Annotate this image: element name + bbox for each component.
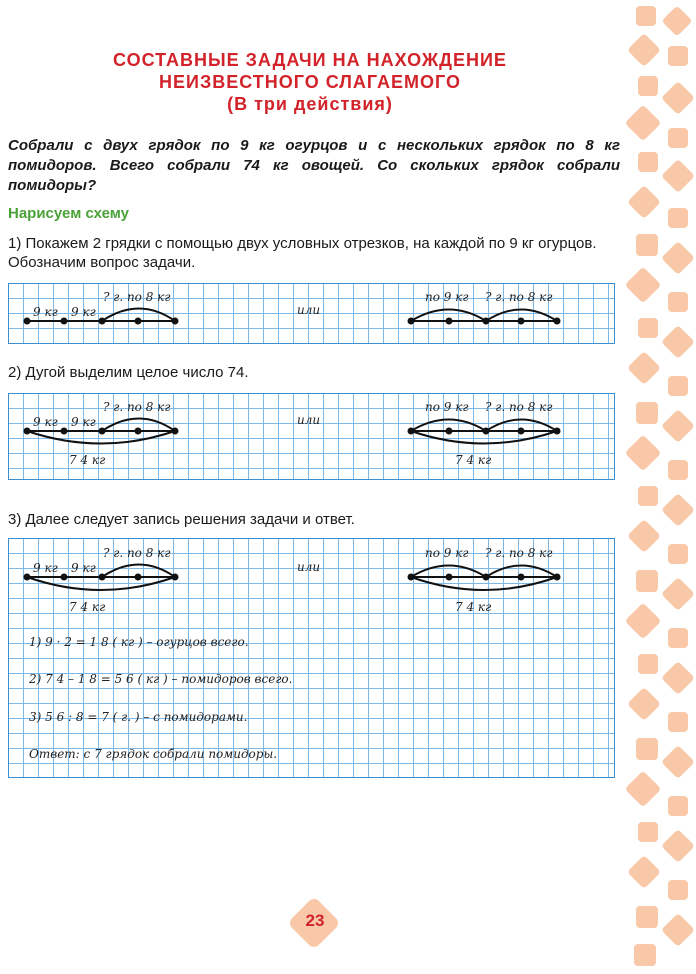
label-total-alt: 7 4 кг xyxy=(455,453,492,467)
label-seg-1: 9 кг xyxy=(33,415,58,429)
title-line-3: (В три действия) xyxy=(227,94,393,114)
label-or: или xyxy=(297,413,321,427)
step-3-text: 3) Далее следует запись решения задачи и ответ. xyxy=(8,511,355,528)
label-alt-left: по 9 кг xyxy=(425,400,469,414)
label-alt-left: по 9 кг xyxy=(425,546,469,560)
label-or: или xyxy=(297,303,321,317)
step-2-text: 2) Дугой выделим целое число 74. xyxy=(8,364,249,381)
solution-answer: Ответ: с 7 грядок собрали помидоры. xyxy=(29,747,278,761)
solution-line-3: 3) 5 6 : 8 = 7 ( г. ) – с помидорами. xyxy=(29,710,248,724)
label-question: ? г. по 8 кг xyxy=(103,546,171,560)
label-seg-1: 9 кг xyxy=(33,305,58,319)
label-alt-left: по 9 кг xyxy=(425,290,469,304)
label-seg-2: 9 кг xyxy=(71,415,96,429)
label-total: 7 4 кг xyxy=(69,600,106,614)
subheading: Нарисуем схему xyxy=(8,205,129,222)
solution-line-1: 1) 9 · 2 = 1 8 ( кг ) – огурцов всего. xyxy=(29,635,249,649)
label-seg-2: 9 кг xyxy=(71,305,96,319)
label-question: ? г. по 8 кг xyxy=(103,400,171,414)
label-alt-right: ? г. по 8 кг xyxy=(485,546,553,560)
label-or: или xyxy=(297,560,321,574)
label-total: 7 4 кг xyxy=(69,453,106,467)
page-number: 23 xyxy=(305,911,325,930)
label-seg-1: 9 кг xyxy=(33,561,58,575)
label-question: ? г. по 8 кг xyxy=(103,290,171,304)
label-total-alt: 7 4 кг xyxy=(455,600,492,614)
step-1-text: 1) Покажем 2 грядки с помощью двух условных отрезков, на каждой по 9 кг огурцов. Обозначим вопрос задачи. xyxy=(8,235,597,271)
decorative-border xyxy=(622,0,696,974)
title-line-1: СОСТАВНЫЕ ЗАДАЧИ НА НАХОЖДЕНИЕ xyxy=(113,50,507,70)
label-alt-right: ? г. по 8 кг xyxy=(485,290,553,304)
solution-line-2: 2) 7 4 – 1 8 = 5 6 ( кг ) – помидоров всего. xyxy=(29,672,293,686)
diagram-grid-2 xyxy=(8,393,615,480)
page-number-badge xyxy=(289,898,341,950)
problem-text: Собрали с двух грядок по 9 кг огурцов и с нескольких грядок по 8 кг помидоров. Всего собрали 74 кг овощей. Со скольких грядок собрали помидоры? xyxy=(8,137,620,194)
title-line-2: НЕИЗВЕСТНОГО СЛАГАЕМОГО xyxy=(159,72,461,92)
label-alt-right: ? г. по 8 кг xyxy=(485,400,553,414)
diagram-grid-1 xyxy=(8,283,615,344)
diagram-grid-3 xyxy=(8,538,615,778)
label-seg-2: 9 кг xyxy=(71,561,96,575)
